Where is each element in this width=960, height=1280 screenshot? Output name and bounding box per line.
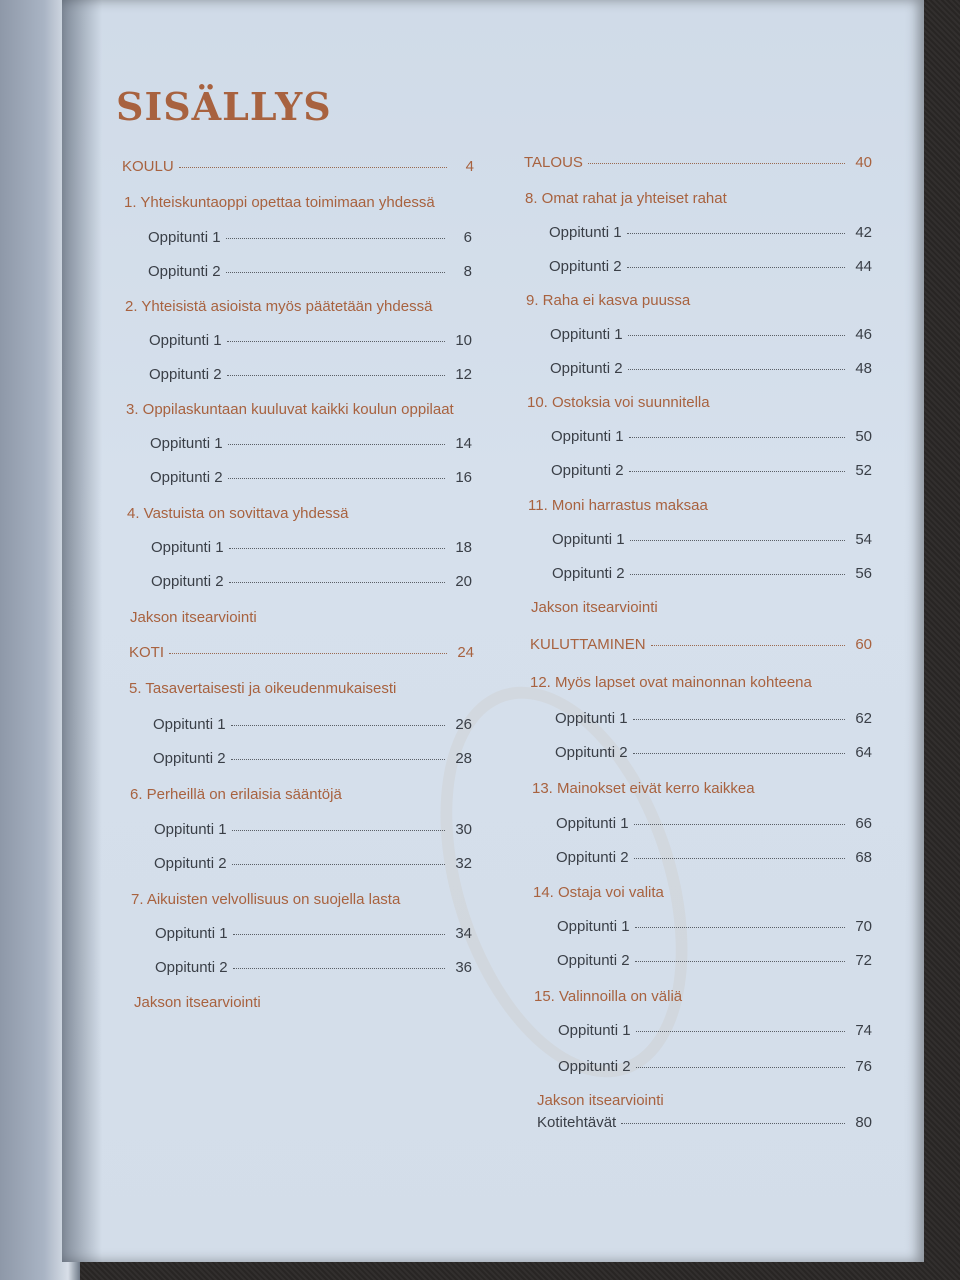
toc-page-number: 64 xyxy=(855,744,872,761)
toc-entry-label: Oppitunti 1 xyxy=(557,918,630,935)
toc-page-number: 80 xyxy=(855,1114,872,1131)
toc-entry-label: Oppitunti 1 xyxy=(155,925,228,942)
contents-page xyxy=(62,0,924,1262)
toc-entry-label: Kotitehtävät xyxy=(537,1114,617,1131)
toc-eval-row xyxy=(130,609,418,626)
toc-page-number: 12 xyxy=(455,366,472,383)
toc-page-number: 10 xyxy=(455,332,472,349)
dot-leader xyxy=(636,1067,845,1068)
toc-page-number: 14 xyxy=(455,435,472,452)
toc-lesson-row xyxy=(148,229,472,246)
toc-lesson-row xyxy=(555,744,872,761)
toc-entry-label: Jakson itsearviointi xyxy=(134,994,261,1011)
toc-eval-row xyxy=(134,994,418,1011)
toc-entry-label: Oppitunti 2 xyxy=(154,855,227,872)
toc-page-number: 70 xyxy=(855,918,872,935)
toc-homework-row xyxy=(537,1114,872,1131)
dot-leader xyxy=(228,444,445,445)
toc-page-number: 20 xyxy=(455,573,472,590)
toc-entry-label: KOTI xyxy=(129,644,165,661)
toc-chapter-row xyxy=(125,298,518,315)
toc-entry-label: Oppitunti 1 xyxy=(552,531,625,548)
toc-entry-label: Jakson itsearviointi xyxy=(537,1092,664,1109)
toc-entry-label: Oppitunti 2 xyxy=(558,1058,631,1075)
toc-entry-label: Oppitunti 1 xyxy=(551,428,624,445)
toc-lesson-row xyxy=(552,565,872,582)
dot-leader xyxy=(231,759,445,760)
toc-lesson-row xyxy=(151,573,472,590)
toc-lesson-row xyxy=(149,366,472,383)
toc-page-number: 6 xyxy=(463,229,472,246)
toc-entry-label: Oppitunti 2 xyxy=(556,849,629,866)
toc-entry-label: Oppitunti 1 xyxy=(550,326,623,343)
toc-chapter-row xyxy=(127,505,518,522)
toc-entry-label: Oppitunti 1 xyxy=(149,332,222,349)
toc-lesson-row xyxy=(148,263,472,280)
toc-entry-label: Oppitunti 2 xyxy=(155,959,228,976)
toc-entry-label: Oppitunti 1 xyxy=(549,224,622,241)
toc-chapter-row xyxy=(124,194,518,211)
toc-entry-label: Oppitunti 2 xyxy=(148,263,221,280)
dot-leader xyxy=(229,582,445,583)
toc-lesson-row xyxy=(558,1058,872,1075)
toc-entry-label: 9. Raha ei kasva puussa xyxy=(526,292,691,309)
toc-lesson-row xyxy=(552,531,872,548)
toc-page-number: 28 xyxy=(455,750,472,767)
toc-page-number: 36 xyxy=(455,959,472,976)
dot-leader xyxy=(232,864,445,865)
toc-entry-label: KOULU xyxy=(122,158,174,175)
toc-lesson-row xyxy=(556,849,872,866)
toc-section-row xyxy=(129,644,474,661)
toc-chapter-row xyxy=(530,674,900,691)
toc-entry-label: Jakson itsearviointi xyxy=(531,599,658,616)
toc-chapter-row xyxy=(525,190,900,207)
toc-page-number: 56 xyxy=(855,565,872,582)
toc-lesson-row xyxy=(154,855,472,872)
toc-page-number: 72 xyxy=(855,952,872,969)
toc-lesson-row xyxy=(551,462,872,479)
toc-entry-label: Oppitunti 2 xyxy=(555,744,628,761)
dot-leader xyxy=(627,267,845,268)
toc-entry-label: Oppitunti 2 xyxy=(150,469,223,486)
toc-entry-label: Oppitunti 2 xyxy=(551,462,624,479)
dot-leader xyxy=(629,471,845,472)
toc-lesson-row xyxy=(149,332,472,349)
toc-entry-label: Jakson itsearviointi xyxy=(130,609,257,626)
toc-page-number: 4 xyxy=(465,158,474,175)
toc-eval-row xyxy=(537,1092,820,1109)
toc-page-number: 30 xyxy=(455,821,472,838)
toc-lesson-row xyxy=(555,710,872,727)
dot-leader xyxy=(635,927,845,928)
toc-lesson-row xyxy=(150,469,472,486)
dot-leader xyxy=(621,1123,845,1124)
toc-entry-label: 8. Omat rahat ja yhteiset rahat xyxy=(525,190,727,207)
toc-chapter-row xyxy=(533,884,900,901)
toc-entry-label: 1. Yhteiskuntaoppi opettaa toimimaan yhdessä xyxy=(124,194,435,211)
toc-page-number: 32 xyxy=(455,855,472,872)
toc-eval-row xyxy=(531,599,820,616)
dot-leader xyxy=(629,437,845,438)
toc-entry-label: Oppitunti 2 xyxy=(552,565,625,582)
dot-leader xyxy=(227,341,445,342)
toc-lesson-row xyxy=(551,428,872,445)
toc-entry-label: KULUTTAMINEN xyxy=(530,636,646,653)
dot-leader xyxy=(651,645,845,646)
toc-page-number: 18 xyxy=(455,539,472,556)
toc-lesson-row xyxy=(155,925,472,942)
toc-chapter-row xyxy=(130,786,518,803)
dot-leader xyxy=(628,369,845,370)
toc-entry-label: TALOUS xyxy=(524,154,583,171)
dot-leader xyxy=(633,719,845,720)
toc-entry-label: Oppitunti 2 xyxy=(149,366,222,383)
toc-chapter-row xyxy=(129,680,518,697)
toc-entry-label: 4. Vastuista on sovittava yhdessä xyxy=(127,505,349,522)
toc-entry-label: Oppitunti 2 xyxy=(151,573,224,590)
toc-chapter-row xyxy=(534,988,900,1005)
toc-entry-label: Oppitunti 1 xyxy=(148,229,221,246)
dot-leader xyxy=(588,163,845,164)
toc-page-number: 76 xyxy=(855,1058,872,1075)
toc-entry-label: Oppitunti 2 xyxy=(153,750,226,767)
toc-page-number: 52 xyxy=(855,462,872,479)
toc-page-number: 44 xyxy=(855,258,872,275)
toc-entry-label: Oppitunti 1 xyxy=(558,1022,631,1039)
toc-lesson-row xyxy=(150,435,472,452)
dot-leader xyxy=(233,968,445,969)
toc-entry-label: 3. Oppilaskuntaan kuuluvat kaikki koulun oppilaat xyxy=(126,401,454,418)
toc-entry-label: 12. Myös lapset ovat mainonnan kohteena xyxy=(530,674,812,691)
toc-page-number: 68 xyxy=(855,849,872,866)
toc-page-number: 46 xyxy=(855,326,872,343)
toc-page-number: 24 xyxy=(457,644,474,661)
toc-lesson-row xyxy=(151,539,472,556)
toc-lesson-row xyxy=(556,815,872,832)
toc-page-number: 16 xyxy=(455,469,472,486)
toc-page-number: 42 xyxy=(855,224,872,241)
toc-lesson-row xyxy=(550,360,872,377)
toc-lesson-row xyxy=(153,750,472,767)
dot-leader xyxy=(636,1031,845,1032)
toc-page-number: 48 xyxy=(855,360,872,377)
toc-entry-label: 7. Aikuisten velvollisuus on suojella lasta xyxy=(131,891,401,908)
toc-entry-label: 10. Ostoksia voi suunnitella xyxy=(527,394,710,411)
dot-leader xyxy=(229,548,445,549)
dot-leader xyxy=(630,574,845,575)
toc-section-row xyxy=(530,636,872,653)
toc-entry-label: Oppitunti 1 xyxy=(150,435,223,452)
toc-entry-label: 13. Mainokset eivät kerro kaikkea xyxy=(532,780,755,797)
dot-leader xyxy=(179,167,447,168)
dot-leader xyxy=(227,375,445,376)
toc-lesson-row xyxy=(155,959,472,976)
toc-lesson-row xyxy=(557,918,872,935)
toc-chapter-row xyxy=(532,780,900,797)
toc-page-number: 8 xyxy=(463,263,472,280)
dot-leader xyxy=(628,335,845,336)
toc-page-number: 50 xyxy=(855,428,872,445)
dot-leader xyxy=(634,858,845,859)
toc-section-row xyxy=(524,154,872,171)
toc-chapter-row xyxy=(527,394,900,411)
toc-lesson-row xyxy=(557,952,872,969)
toc-entry-label: Oppitunti 2 xyxy=(549,258,622,275)
toc-section-row xyxy=(122,158,474,175)
toc-page-number: 60 xyxy=(855,636,872,653)
toc-lesson-row xyxy=(154,821,472,838)
toc-lesson-row xyxy=(558,1022,872,1039)
toc-lesson-row xyxy=(550,326,872,343)
toc-lesson-row xyxy=(549,258,872,275)
dot-leader xyxy=(231,725,445,726)
dot-leader xyxy=(226,238,445,239)
dot-leader xyxy=(228,478,445,479)
toc-entry-label: 15. Valinnoilla on väliä xyxy=(534,988,683,1005)
toc-page-number: 66 xyxy=(855,815,872,832)
dot-leader xyxy=(232,830,445,831)
toc-entry-label: 11. Moni harrastus maksaa xyxy=(528,497,708,514)
toc-page-number: 26 xyxy=(455,716,472,733)
dot-leader xyxy=(633,753,845,754)
toc-page-number: 62 xyxy=(855,710,872,727)
toc-entry-label: Oppitunti 1 xyxy=(154,821,227,838)
spine-shadow xyxy=(62,0,102,1262)
dot-leader xyxy=(233,934,445,935)
toc-page-number: 54 xyxy=(855,531,872,548)
toc-entry-label: 6. Perheillä on erilaisia sääntöjä xyxy=(130,786,342,803)
dot-leader xyxy=(169,653,447,654)
dot-leader xyxy=(635,961,845,962)
toc-chapter-row xyxy=(126,401,518,418)
toc-entry-label: Oppitunti 1 xyxy=(153,716,226,733)
toc-entry-label: Oppitunti 1 xyxy=(151,539,224,556)
toc-chapter-row xyxy=(131,891,518,908)
toc-entry-label: Oppitunti 2 xyxy=(557,952,630,969)
dot-leader xyxy=(634,824,845,825)
toc-entry-label: Oppitunti 1 xyxy=(555,710,628,727)
dot-leader xyxy=(627,233,845,234)
toc-entry-label: 14. Ostaja voi valita xyxy=(533,884,664,901)
dot-leader xyxy=(630,540,845,541)
toc-page-number: 74 xyxy=(855,1022,872,1039)
toc-entry-label: Oppitunti 1 xyxy=(556,815,629,832)
toc-lesson-row xyxy=(153,716,472,733)
dot-leader xyxy=(226,272,445,273)
page-title: SISÄLLYS xyxy=(116,84,332,129)
toc-entry-label: 2. Yhteisistä asioista myös päätetään yhdessä xyxy=(125,298,433,315)
toc-entry-label: 5. Tasavertaisesti ja oikeudenmukaisesti xyxy=(129,680,397,697)
toc-page-number: 34 xyxy=(455,925,472,942)
toc-chapter-row xyxy=(526,292,900,309)
toc-chapter-row xyxy=(528,497,900,514)
toc-page-number: 40 xyxy=(855,154,872,171)
toc-entry-label: Oppitunti 2 xyxy=(550,360,623,377)
toc-lesson-row xyxy=(549,224,872,241)
